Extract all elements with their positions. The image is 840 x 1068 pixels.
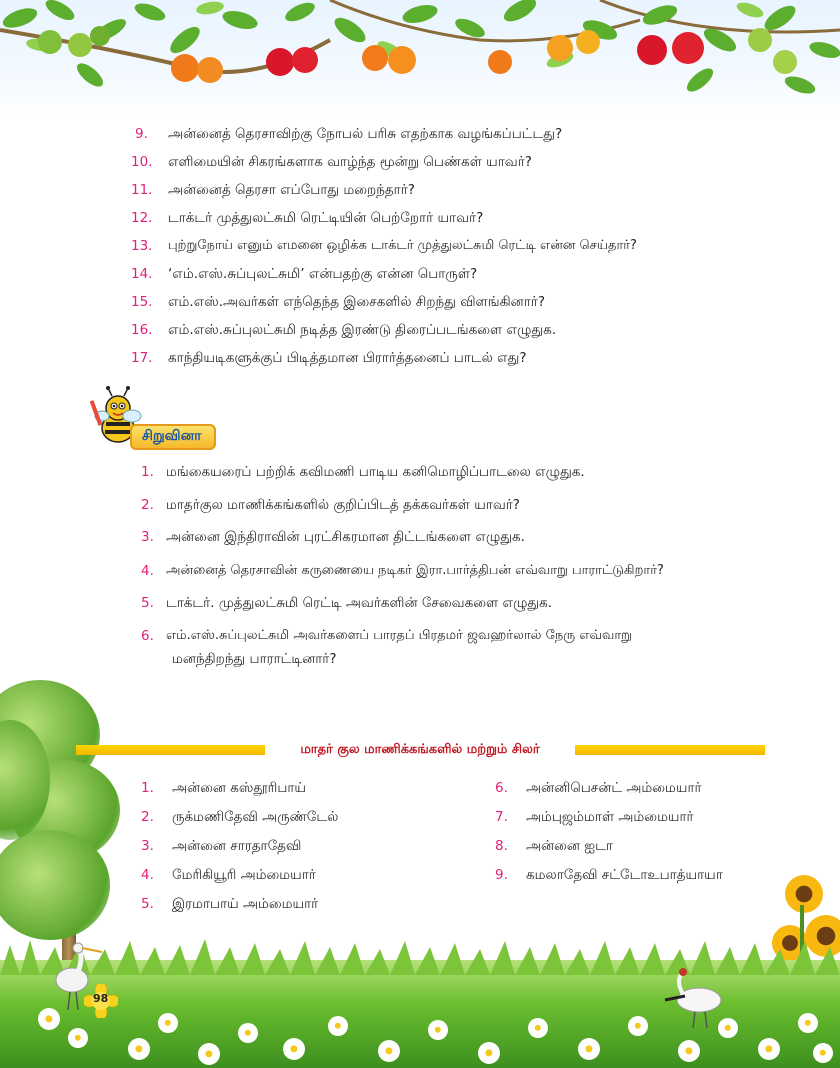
badge-label: சிறுவினா: [142, 428, 202, 444]
list-item: [0, 291, 840, 313]
list-number: 7.: [495, 809, 508, 825]
list-item: [0, 806, 420, 828]
list-text: அன்னிபெசன்ட் அம்மையார்: [526, 780, 702, 796]
list-text: மேரிகியூரி அம்மையார்: [172, 867, 316, 883]
list-item: [420, 777, 840, 799]
question-number: 17.: [131, 350, 153, 366]
list-text: அன்னை ஐடா: [526, 838, 613, 854]
list-item: [0, 207, 840, 229]
daisy-icon: [680, 1042, 698, 1060]
list-number: 1.: [141, 780, 154, 796]
list-item: [0, 319, 840, 341]
question-text: எம்.எஸ்.சுப்புலட்சுமி நடித்த இரண்டு திரைப்படங்களை எழுதுக.: [168, 322, 557, 338]
question-text: எளிமையின் சிகரங்களாக வாழ்ந்த மூன்று பெண்கள் யாவர்?: [168, 154, 532, 170]
list-item: [420, 835, 840, 857]
question-number: 2.: [141, 497, 154, 513]
question-number: 13.: [131, 238, 153, 254]
question-text: எம்.எஸ்.அவர்கள் எந்தெந்த இசைகளில் சிறந்து விளங்கினார்?: [168, 294, 545, 310]
question-number: 1.: [141, 464, 154, 480]
banner-bar-left: [76, 745, 266, 755]
list-item: [0, 560, 840, 582]
list-item: [0, 263, 840, 285]
daisy-icon: [480, 1044, 498, 1062]
daisy-icon: [430, 1022, 446, 1038]
page-number: 98: [93, 992, 109, 1005]
list-number: 8.: [495, 838, 508, 854]
daisy-icon: [130, 1040, 148, 1058]
daisy-icon: [580, 1040, 598, 1058]
list-item: [0, 123, 840, 145]
daisy-icon: [380, 1042, 398, 1060]
list-text: அன்னை கஸ்தூரிபாய்: [172, 780, 307, 796]
question-text: புற்றுநோய் எனும் எமனை ஒழிக்க டாக்டர் முத்துலட்சுமி ரெட்டி என்ன செய்தார்?: [168, 238, 637, 253]
question-number: 6.: [141, 628, 154, 644]
list-text: அன்னை சாரதாதேவி: [172, 838, 302, 854]
list-number: 4.: [141, 867, 154, 883]
question-text: அன்னைத் தெரசாவின் கருணையை நடிகர் இரா.பார்த்திபன் எவ்வாறு பாராட்டுகிறார்?: [166, 563, 664, 578]
question-text: டாக்டர். முத்துலட்சுமி ரெட்டி அவர்களின் சேவைகளை எழுதுக.: [166, 595, 553, 611]
list-item: [0, 494, 840, 516]
list-item: [0, 235, 840, 257]
question-number: 4.: [141, 563, 154, 579]
daisy-icon: [160, 1015, 176, 1031]
list-item: [0, 777, 420, 799]
list-item: [420, 864, 840, 886]
daisy-icon: [70, 1030, 86, 1046]
list-number: 9.: [495, 867, 508, 883]
question-text: ‘எம்.எஸ்.சுப்புலட்சுமி’ என்பதற்கு என்ன பொருள்?: [168, 266, 478, 282]
question-number: 10.: [131, 154, 153, 170]
sunflower-icon: [785, 875, 823, 913]
list-item: [0, 347, 840, 369]
question-number: 3.: [141, 529, 154, 545]
section-title: மாதர் குல மாணிக்கங்களில் மற்றும் சிலர்: [265, 740, 575, 760]
daisy-icon: [760, 1040, 778, 1058]
list-number: 2.: [141, 809, 154, 825]
list-item-continuation: [0, 648, 840, 670]
banner-bar-right: [575, 745, 765, 755]
list-item: [0, 893, 420, 915]
question-text: எம்.எஸ்.சுப்புலட்சுமி அவர்களைப் பாரதப் பிரதமர் ஜவஹர்லால் நேரு எவ்வாறு: [166, 628, 633, 643]
list-item: [0, 461, 840, 483]
question-text: மங்கையரைப் பற்றிக் கவிமணி பாடிய கனிமொழிப்பாடலை எழுதுக.: [166, 464, 585, 480]
daisy-icon: [200, 1045, 218, 1063]
list-text: கமலாதேவி சட்டோஉபாத்யாயா: [526, 867, 723, 883]
question-text: மனந்திறந்து பாராட்டினார்?: [172, 651, 337, 667]
daisy-icon: [240, 1025, 256, 1041]
list-item: [0, 592, 840, 614]
list-item: [0, 864, 420, 886]
question-text: அன்னைத் தெரசாவிற்கு நோபல் பரிசு எதற்காக வழங்கப்பட்டது?: [168, 126, 563, 142]
question-number: 14.: [131, 266, 153, 282]
list-item: [0, 625, 840, 647]
question-text: அன்னைத் தெரசா எப்போது மறைந்தார்?: [168, 182, 415, 198]
daisy-icon: [630, 1018, 646, 1034]
question-text: காந்தியடிகளுக்குப் பிடித்தமான பிரார்த்தனைப் பாடல் எது?: [168, 350, 527, 366]
list-item: [0, 835, 420, 857]
daisy-icon: [40, 1010, 58, 1028]
question-number: 9.: [135, 126, 148, 142]
question-number: 15.: [131, 294, 153, 310]
daisy-icon: [530, 1020, 546, 1036]
list-text: இரமாபாய் அம்மையார்: [172, 896, 319, 912]
branch-illustration: [0, 0, 840, 120]
question-number: 16.: [131, 322, 153, 338]
question-text: டாக்டர் முத்துலட்சுமி ரெட்டியின் பெற்றோர் யாவர்?: [168, 210, 484, 226]
top-foliage-band: [0, 0, 840, 120]
daisy-icon: [815, 1045, 831, 1061]
list-number: 6.: [495, 780, 508, 796]
list-text: ருக்மணிதேவி அருண்டேல்: [172, 809, 339, 825]
list-item: [0, 179, 840, 201]
question-number: 12.: [131, 210, 153, 226]
short-questions-badge: [130, 424, 216, 450]
question-text: மாதர்குல மாணிக்கங்களில் குறிப்பிடத் தக்கவர்கள் யாவர்?: [166, 497, 520, 513]
daisy-icon: [285, 1040, 303, 1058]
list-item: [420, 806, 840, 828]
daisy-icon: [800, 1015, 816, 1031]
question-text: அன்னை இந்திராவின் புரட்சிகரமான திட்டங்களை எழுதுக.: [166, 529, 525, 545]
question-number: 5.: [141, 595, 154, 611]
list-text: அம்புஜம்மாள் அம்மையார்: [526, 809, 694, 825]
list-number: 3.: [141, 838, 154, 854]
list-number: 5.: [141, 896, 154, 912]
daisy-icon: [330, 1018, 346, 1034]
list-item: [0, 526, 840, 548]
crane-icon: [655, 968, 735, 1028]
list-item: [0, 151, 840, 173]
question-number: 11.: [131, 182, 153, 198]
